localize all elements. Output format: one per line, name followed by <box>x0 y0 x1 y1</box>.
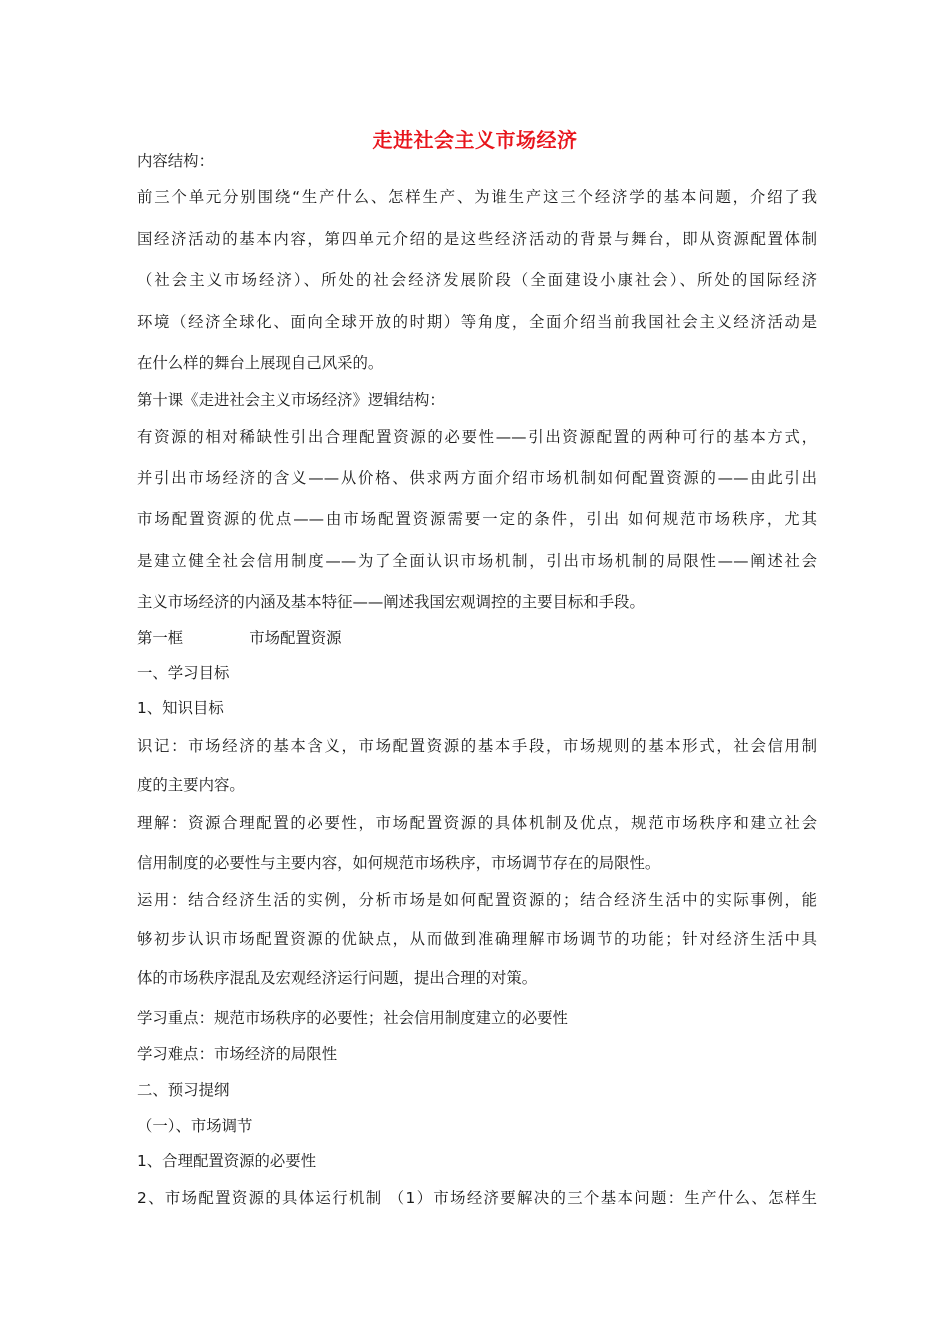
document-title: 走进社会主义市场经济 <box>372 128 578 152</box>
intro-line-4: 环境（经济全球化、面向全球开放的时期）等角度，全面介绍当前我国社会主义经济活动是 <box>137 313 817 331</box>
item-1: 1、合理配置资源的必要性 <box>137 1152 317 1170</box>
section-learning-goals: 一、学习目标 <box>137 664 230 682</box>
difficult-point: 学习难点：市场经济的局限性 <box>137 1045 338 1063</box>
apply-line-3: 体的市场秩序混乱及宏观经济运行问题，提出合理的对策。 <box>137 969 538 987</box>
logic-line-2: 并引出市场经济的含义——从价格、供求两方面介绍市场机制如何配置资源的——由此引出 <box>137 469 817 487</box>
section-preview-outline: 二、预习提纲 <box>137 1081 230 1099</box>
intro-line-2: 国经济活动的基本内容，第四单元介绍的是这些经济活动的背景与舞台，即从资源配置体制 <box>137 230 817 248</box>
frame-heading <box>137 628 817 648</box>
understand-line-1: 理解：资源合理配置的必要性，市场配置资源的具体机制及优点，规范市场秩序和建立社会 <box>137 814 817 832</box>
frame-label: 第一框 <box>137 629 184 647</box>
logic-line-3: 市场配置资源的优点——由市场配置资源需要一定的条件，引出 如何规范市场秩序，尤其 <box>137 510 817 528</box>
recall-line-2: 度的主要内容。 <box>137 776 245 794</box>
subsection-market-regulation: （一）、市场调节 <box>137 1117 253 1135</box>
understand-line-2: 信用制度的必要性与主要内容，如何规范市场秩序，市场调节存在的局限性。 <box>137 854 661 872</box>
apply-line-2: 够初步认识市场配置资源的优缺点，从而做到准确理解市场调节的功能；针对经济生活中具 <box>137 930 817 948</box>
apply-line-1: 运用：结合经济生活的实例，分析市场是如何配置资源的；结合经济生活中的实际事例，能 <box>137 891 817 909</box>
recall-line-1: 识记：市场经济的基本含义，市场配置资源的基本手段，市场规则的基本形式，社会信用制 <box>137 737 817 755</box>
intro-line-3: （社会主义市场经济）、所处的社会经济发展阶段（全面建设小康社会）、所处的国际经济 <box>137 271 817 289</box>
item-2: 2、市场配置资源的具体运行机制 （1）市场经济要解决的三个基本问题：生产什么、怎样生 <box>137 1189 817 1207</box>
logic-label: 第十课《走进社会主义市场经济》逻辑结构： <box>137 391 445 409</box>
subsection-knowledge-goals: 1、知识目标 <box>137 699 224 717</box>
logic-line-1: 有资源的相对稀缺性引出合理配置资源的必要性——引出资源配置的两种可行的基本方式， <box>137 428 817 446</box>
logic-line-4: 是建立健全社会信用制度——为了全面认识市场机制，引出市场机制的局限性——阐述社会 <box>137 552 817 570</box>
intro-line-1: 前三个单元分别围绕“生产什么、怎样生产、为谁生产这三个经济学的基本问题，介绍了我 <box>137 188 817 206</box>
structure-label: 内容结构： <box>137 152 214 170</box>
frame-title: 市场配置资源 <box>249 629 342 647</box>
key-point: 学习重点：规范市场秩序的必要性；社会信用制度建立的必要性 <box>137 1009 568 1027</box>
intro-line-5: 在什么样的舞台上展现自己风采的。 <box>137 354 384 372</box>
logic-line-5: 主义市场经济的内涵及基本特征——阐述我国宏观调控的主要目标和手段。 <box>137 593 645 611</box>
